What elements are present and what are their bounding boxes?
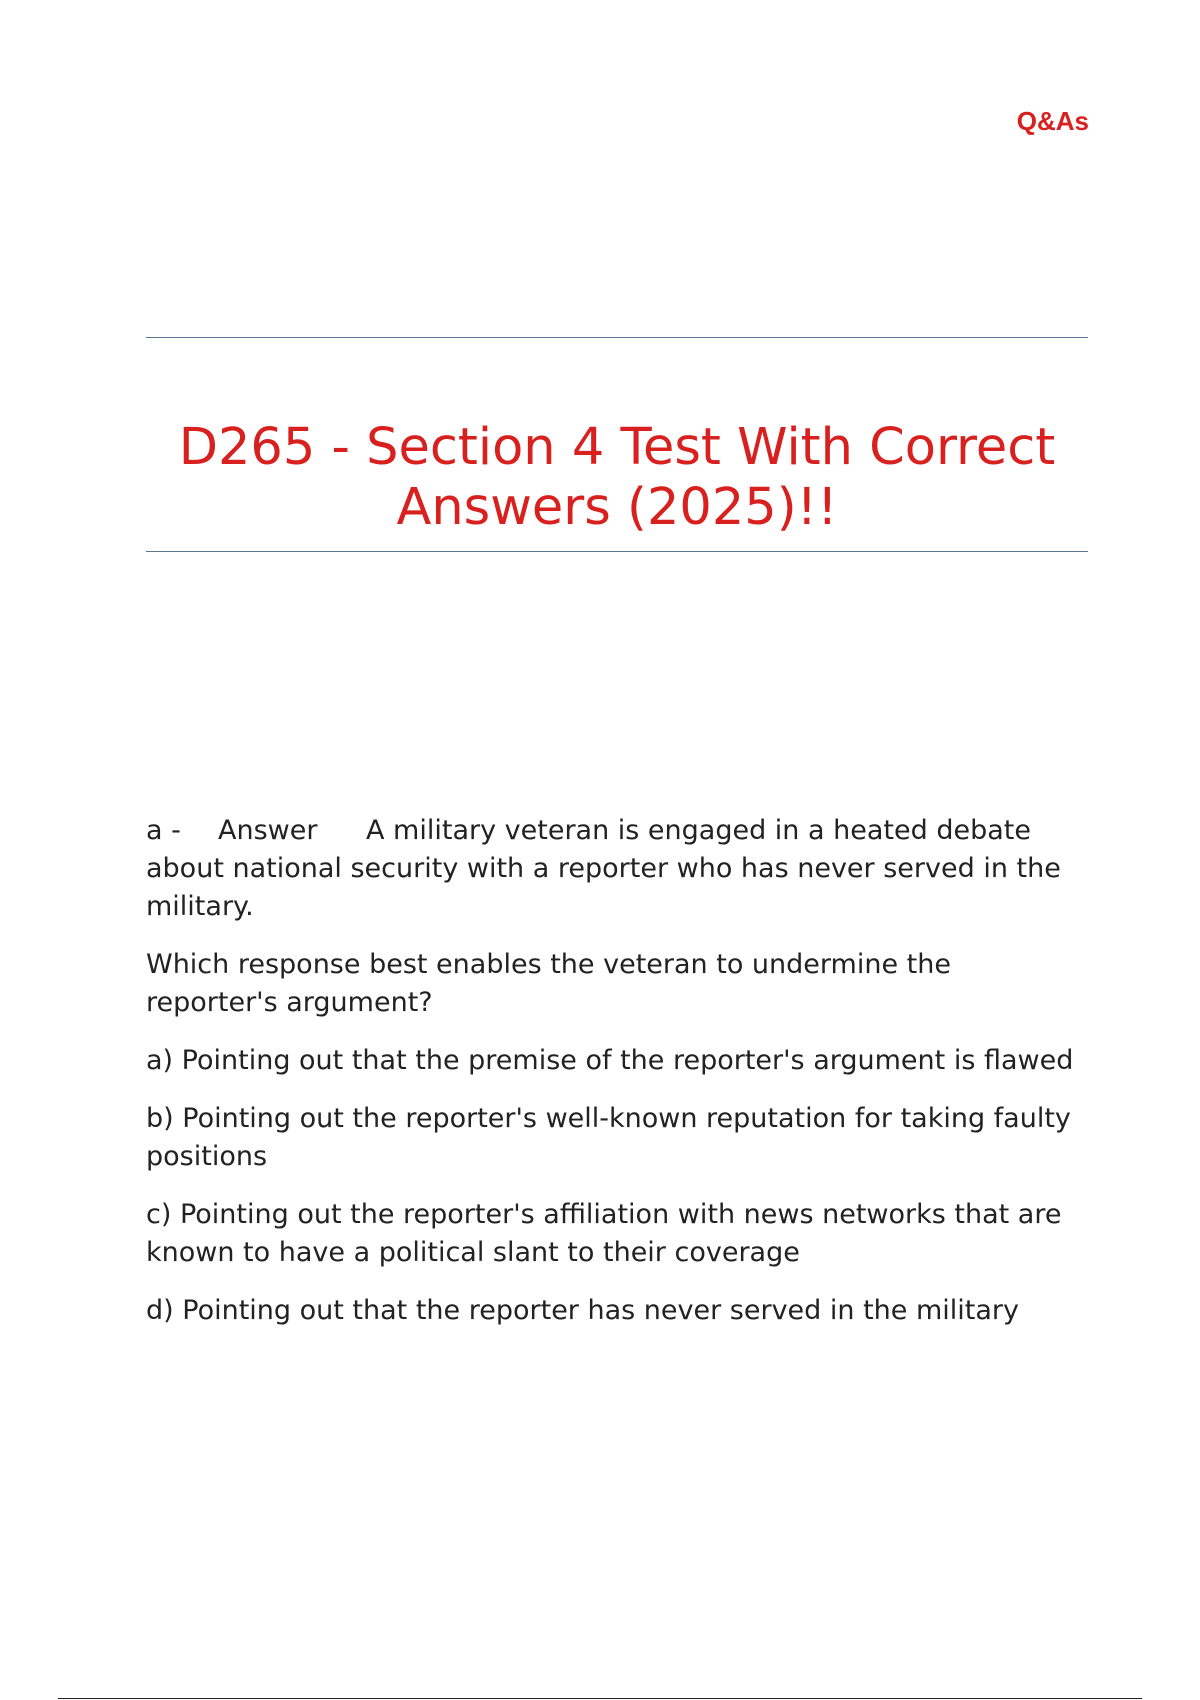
header-tag: Q&As	[1016, 106, 1089, 136]
option-a: a) Pointing out that the premise of the reporter's argument is flawed	[146, 1045, 1074, 1076]
option-b: b) Pointing out the reporter's well-known reputation for taking faulty positions	[146, 1103, 1071, 1172]
answer-label: Answer	[218, 815, 318, 846]
title-rule-top	[146, 337, 1088, 338]
option-c: c) Pointing out the reporter's affiliation with news networks that are known to have a political slant to their coverage	[146, 1199, 1062, 1268]
title-rule-bottom	[146, 551, 1088, 552]
question-prefix: a -	[146, 815, 181, 846]
question-block	[146, 812, 1086, 1350]
document-title: D265 - Section 4 Test With Correct Answers (2025)!!	[178, 418, 1056, 537]
question-prompt: Which response best enables the veteran to undermine the reporter's argument?	[146, 949, 951, 1018]
question-scenario	[146, 812, 1086, 926]
footer-rule	[58, 1698, 1142, 1699]
option-d: d) Pointing out that the reporter has never served in the military	[146, 1295, 1019, 1326]
scenario-text: A military veteran is engaged in a heated debate about national security with a reporter who has never served in the military.	[146, 815, 1061, 922]
